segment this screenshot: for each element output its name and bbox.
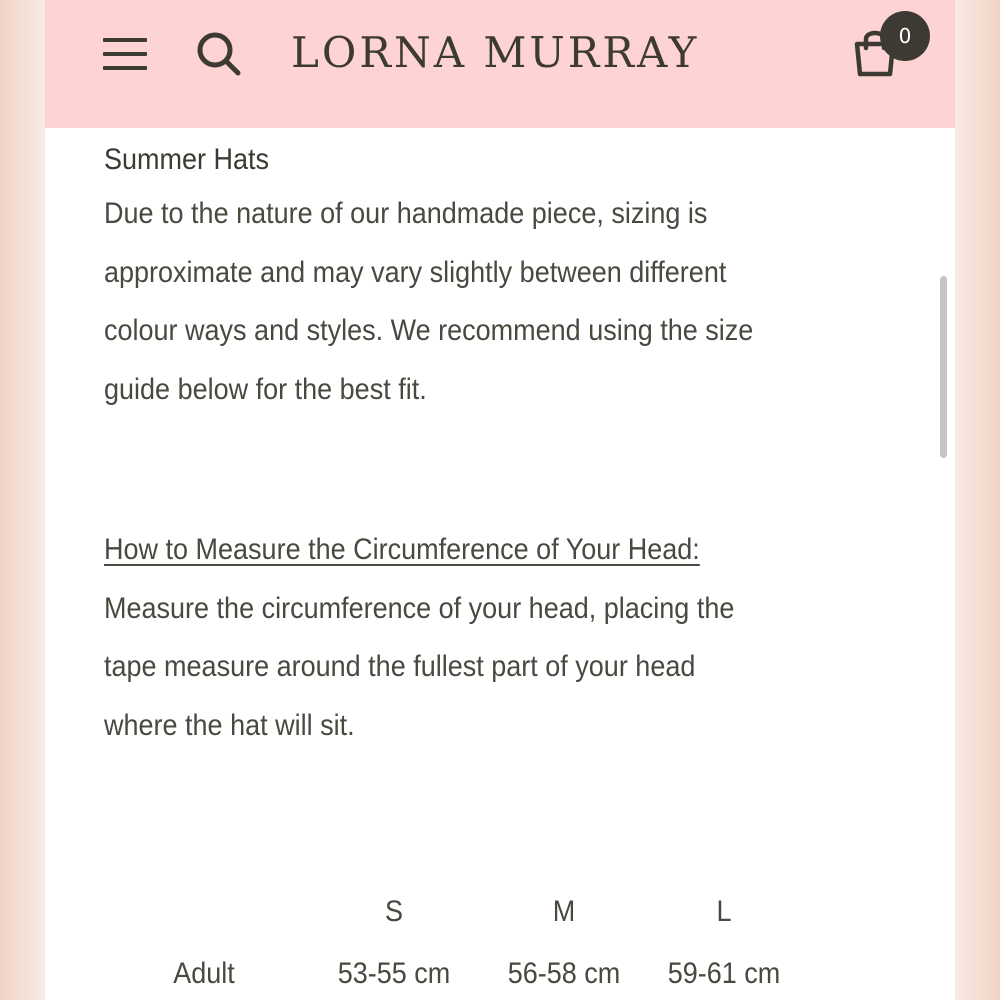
size-column-header: L bbox=[716, 895, 732, 928]
size-cell: 59-61 cm bbox=[667, 957, 781, 990]
product-description bbox=[104, 135, 904, 755]
intro-line: guide below for the best fit. bbox=[104, 372, 427, 406]
cart-count-badge[interactable]: 0 bbox=[880, 11, 930, 61]
product-page bbox=[45, 0, 955, 1000]
measure-line: tape measure around the fullest part of your head bbox=[104, 650, 696, 683]
sizing-info bbox=[104, 135, 904, 755]
size-guide-table bbox=[104, 895, 904, 1000]
site-header bbox=[45, 0, 955, 128]
measure-heading: How to Measure the Circumference of Your Head: bbox=[104, 533, 700, 566]
size-column-header: M bbox=[552, 895, 576, 928]
size-column-header: S bbox=[384, 895, 403, 928]
size-cell: 56-58 cm bbox=[507, 957, 621, 990]
intro-line: Due to the nature of our handmade piece, sizing is bbox=[104, 197, 708, 230]
size-cell: 53-55 cm bbox=[337, 957, 451, 990]
search-icon[interactable] bbox=[195, 30, 241, 76]
measure-line: Measure the circumference of your head, placing the bbox=[104, 591, 735, 625]
scrollbar-thumb[interactable] bbox=[940, 276, 947, 458]
brand-logo[interactable]: LORNA MURRAY bbox=[291, 28, 700, 77]
size-row-label: Adult bbox=[173, 957, 235, 990]
section-title: Summer Hats bbox=[104, 143, 270, 176]
intro-line: colour ways and styles. We recommend using the size bbox=[104, 314, 754, 347]
intro-line: approximate and may vary slightly between different bbox=[104, 255, 727, 289]
measure-line: where the hat will sit. bbox=[104, 708, 355, 742]
hamburger-menu-icon[interactable] bbox=[103, 36, 147, 72]
